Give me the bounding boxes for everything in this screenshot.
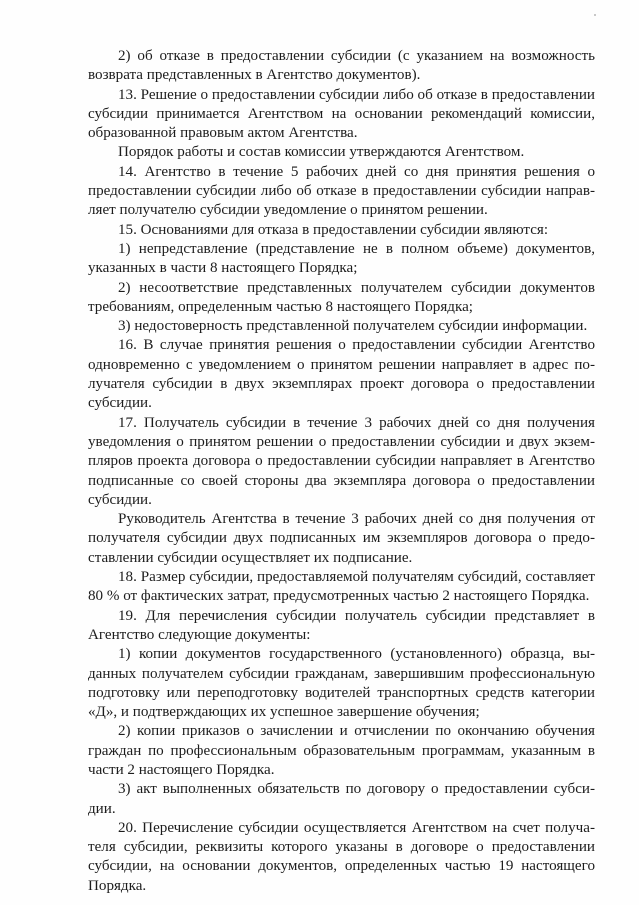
paragraph-14: 14. Агентство в течение 5 рабочих дней со дня принятия решения о предоставлении субсидии либо об отказе в предоставлении субсидии направляет получателю субсидии уведомление о принятом решении. bbox=[88, 163, 595, 219]
paragraph-19-item-2: 2) копии приказов о зачислении и отчислении по окончанию обучения граждан по профессиональным образовательным программам, указанным в части 2 настоящего Порядка. bbox=[88, 723, 595, 778]
paragraph-19: 19. Для перечисления субсидии получатель субсидии представляет в Агентство следующие документы: bbox=[88, 607, 595, 643]
paragraph-15-item-1: 1) непредставление (представление не в полном объеме) документов, указанных в части 8 настоящего Порядка; bbox=[88, 240, 595, 277]
paragraph-12-item-2: 2) об отказе в предоставлении субсидии (с указанием на возможность возврата представленных в Агентство документов). bbox=[88, 48, 595, 84]
paragraph-15-item-3: 3) недостоверность представленной получателем субсидии информации. bbox=[118, 318, 588, 335]
paragraph-20: 20. Перечисление субсидии осуществляется Агентством на счет получателя субсидии, реквизиты которого указаны в договоре о предоставлении субсидии, на основании документов, определенных частью 19 настоящего Порядка. bbox=[88, 819, 595, 894]
paragraph-commission: Порядок работы и состав комиссии утверждаются Агентством. bbox=[118, 144, 525, 161]
paragraph-18: 18. Размер субсидии, предоставляемой получателям субсидий, составляет 80 % от фактических затрат, предусмотренных частью 2 настоящего Порядка. bbox=[88, 569, 595, 605]
paragraph-17-director: Руководитель Агентства в течение 3 рабочих дней со дня получения от получателя субсидии двух подписанных им экземпляров договора о предоставлении субсидии осуществляет их подписание. bbox=[88, 511, 595, 566]
paragraph-19-item-1: 1) копии документов государственного (установленного) образца, выданных получателем субсидии гражданам, завершившим профессиональную подготовку или переподготовку водителей транспортных средств категории «Д», и подтверждающих их успешное завершение обучения; bbox=[88, 646, 595, 721]
paragraph-19-item-3: 3) акт выполненных обязательств по договору о предоставлении субсидии. bbox=[88, 781, 595, 817]
paragraph-17: 17. Получатель субсидии в течение 3 рабочих дней со дня получения уведомления о принятом решении о предоставлении субсидии и двух экземпляров проекта договора о предоставлении субсидии направляет в Агентство подписанные со своей стороны два экземпляра договора о предоставлении субсидии. bbox=[88, 414, 595, 508]
paragraph-15: 15. Основаниями для отказа в предоставлении субсидии являются: bbox=[118, 221, 549, 238]
paragraph-13: 13. Решение о предоставлении субсидии либо об отказе в предоставлении субсидии принимается Агентством на основании рекомендаций комиссии, образованной правовым актом Агентства. bbox=[88, 86, 595, 142]
paragraph-16: 16. В случае принятия решения о предоставлении субсидии Агентство одновременно с уведомлением о принятом решении направляет в адрес получателя субсидии в двух экземплярах проект договора о предоставлении субсидии. bbox=[88, 337, 595, 412]
paragraph-15-item-2: 2) несоответствие представленных получателем субсидии документов требованиям, определенным частью 8 настоящего Порядка; bbox=[88, 279, 595, 315]
scan-speck bbox=[594, 14, 596, 16]
document-body bbox=[88, 47, 595, 896]
